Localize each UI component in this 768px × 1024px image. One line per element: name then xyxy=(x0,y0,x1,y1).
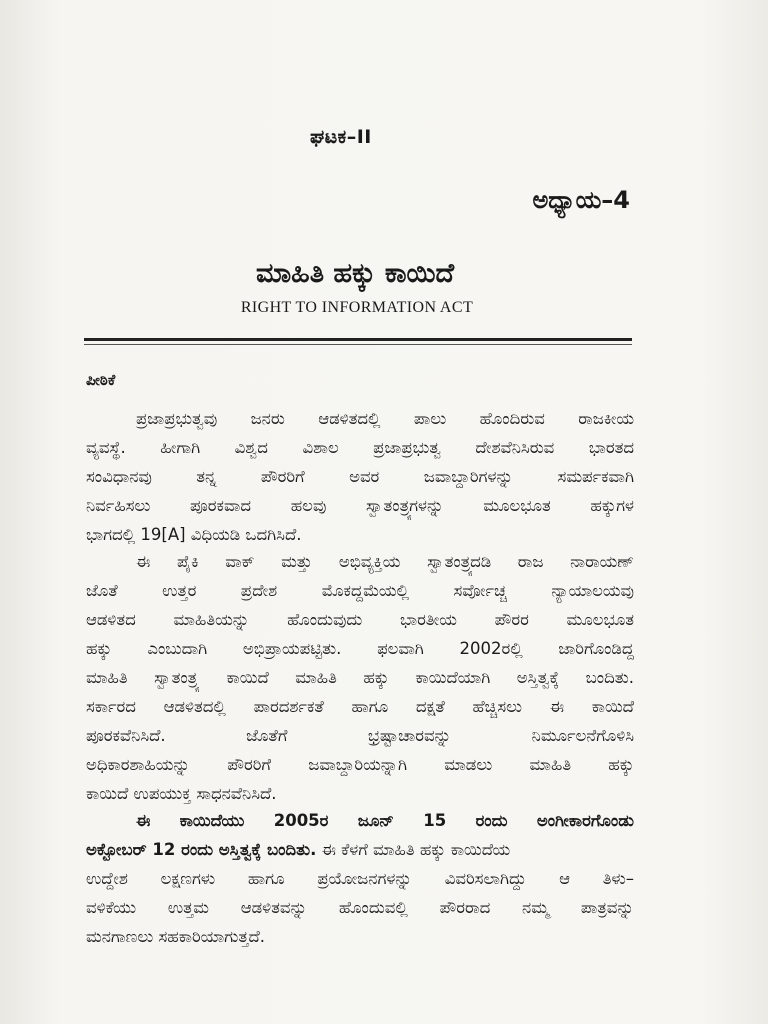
paragraph-line: ಸರ್ಕಾರದ ಆಡಳಿತದಲ್ಲಿ ಪಾರದರ್ಶಕತೆ ಹಾಗೂ ದಕ್ಷತೆ ಹೆಚ್ಚಿಸಲು ಈ ಕಾಯಿದೆ xyxy=(86,697,634,716)
heading-rule-thick xyxy=(84,338,632,341)
paragraph-line: ಪೂರಕವೆನಿಸಿದೆ. ಜೊತೆಗೆ ಭ್ರಷ್ಟಾಚಾರವನ್ನು ನಿರ್ಮೂಲನೆಗೊಳಿಸಿ xyxy=(86,726,634,745)
heading-rule-thin xyxy=(84,344,632,345)
paragraph-line-mixed xyxy=(86,835,634,864)
paragraph-line: ಜೊತೆ ಉತ್ತರ ಪ್ರದೇಶ ಮೊಕದ್ದಮೆಯಲ್ಲಿ ಸರ್ವೋಚ್ಚ ನ್ಯಾಯಾಲಯವು xyxy=(86,581,634,600)
paragraph-line: ಕಾಯಿದೆ ಉಪಯುಕ್ತ ಸಾಧನವೆನಿಸಿದೆ. xyxy=(86,784,277,803)
paragraph-line: ವಳಿಕೆಯು ಉತ್ತಮ ಆಡಳಿತವನ್ನು ಹೊಂದುವಲ್ಲಿ ಪೌರರಾದ ನಮ್ಮ ಪಾತ್ರವನ್ನು xyxy=(86,898,634,917)
paragraph-line: ನಿರ್ವಹಿಸಲು ಪೂರಕವಾದ ಹಲವು ಸ್ವಾತಂತ್ರ್ಯಗಳನ್ನು ಮೂಲಭೂತ ಹಕ್ಕುಗಳ xyxy=(86,496,634,515)
paragraph-line: ಪ್ರಜಾಪ್ರಭುತ್ವವು ಜನರು ಆಡಳಿತದಲ್ಲಿ ಪಾಲು ಹೊಂದಿರುವ ರಾಜಕೀಯ xyxy=(136,409,634,428)
title-english: RIGHT TO INFORMATION ACT xyxy=(240,299,474,316)
paragraph-3 xyxy=(86,806,634,951)
chapter-heading: ಅಧ್ಯಾಯ–4 xyxy=(532,186,630,214)
paragraph-line: ಮನಗಾಣಲು ಸಹಕಾರಿಯಾಗುತ್ತದೆ. xyxy=(86,927,266,946)
paragraph-line-bold: ಈ ಕಾಯಿದೆಯು 2005ರ ಜೂನ್ 15 ರಂದು ಅಂಗೀಕಾರಗೊಂಡು xyxy=(136,811,634,830)
paragraph-bold-fragment: ಅಕ್ಟೋಬರ್ 12 ರಂದು ಅಸ್ತಿತ್ವಕ್ಕೆ ಬಂದಿತು. xyxy=(86,840,317,859)
paragraph-line: ಹಕ್ಕು ಎಂಬುದಾಗಿ ಅಭಿಪ್ರಾಯಪಟ್ಟಿತು. ಫಲವಾಗಿ 2002ರಲ್ಲಿ ಜಾರಿಗೊಂಡಿದ್ದ xyxy=(86,639,634,658)
paragraph-line: ವ್ಯವಸ್ಥೆ. ಹೀಗಾಗಿ ವಿಶ್ವದ ವಿಶಾಲ ಪ್ರಜಾಪ್ರಭುತ್ವ ದೇಶವೆನಿಸಿರುವ ಭಾರತದ xyxy=(86,438,634,457)
paragraph-line: ಭಾಗದಲ್ಲಿ 19[A] ವಿಧಿಯಡಿ ಒದಗಿಸಿದೆ. xyxy=(86,525,302,544)
unit-heading: ಘಟಕ–II xyxy=(310,126,372,148)
paragraph-line: ಅಧಿಕಾರಶಾಹಿಯನ್ನು ಪೌರರಿಗೆ ಜವಾಬ್ದಾರಿಯನ್ನಾಗಿ ಮಾಡಲು ಮಾಹಿತಿ ಹಕ್ಕು xyxy=(86,755,634,774)
paragraph-line: ಉದ್ದೇಶ ಲಕ್ಷಣಗಳು ಹಾಗೂ ಪ್ರಯೋಜನಗಳನ್ನು ವಿವರಿಸಲಾಗಿದ್ದು ಆ ತಿಳು– xyxy=(86,869,634,888)
paragraph-2 xyxy=(86,547,634,808)
paragraph-normal-fragment: ಈ ಕೆಳಗೆ ಮಾಹಿತಿ ಹಕ್ಕು ಕಾಯಿದೆಯ xyxy=(316,840,511,859)
section-label: ಪೀಠಿಕೆ xyxy=(86,371,116,389)
title-kannada xyxy=(0,258,700,290)
paragraph-line: ಸಂವಿಧಾನವು ತನ್ನ ಪೌರರಿಗೆ ಅವರ ಜವಾಬ್ದಾರಿಗಳನ್ನು ಸಮರ್ಪಕವಾಗಿ xyxy=(86,467,634,486)
paragraph-line: ಈ ಪೈಕಿ ವಾಕ್ ಮತ್ತು ಅಭಿವ್ಯಕ್ತಿಯ ಸ್ವಾತಂತ್ರ್ಯದಡಿ ರಾಜ ನಾರಾಯಣ್ xyxy=(136,552,634,571)
paragraph-line: ಮಾಹಿತಿ ಸ್ವಾತಂತ್ರ್ಯ ಕಾಯಿದೆ ಮಾಹಿತಿ ಹಕ್ಕು ಕಾಯಿದೆಯಾಗಿ ಅಸ್ತಿತ್ವಕ್ಕೆ ಬಂದಿತು. xyxy=(86,668,634,687)
title-kannada-text: ಮಾಹಿತಿ ಹಕ್ಕು ಕಾಯಿದೆ xyxy=(255,258,455,289)
paragraph-1 xyxy=(86,404,634,549)
paragraph-line: ಆಡಳಿತದ ಮಾಹಿತಿಯನ್ನು ಹೊಂದುವುದು ಭಾರತೀಯ ಪೌರರ ಮೂಲಭೂತ xyxy=(86,610,634,629)
